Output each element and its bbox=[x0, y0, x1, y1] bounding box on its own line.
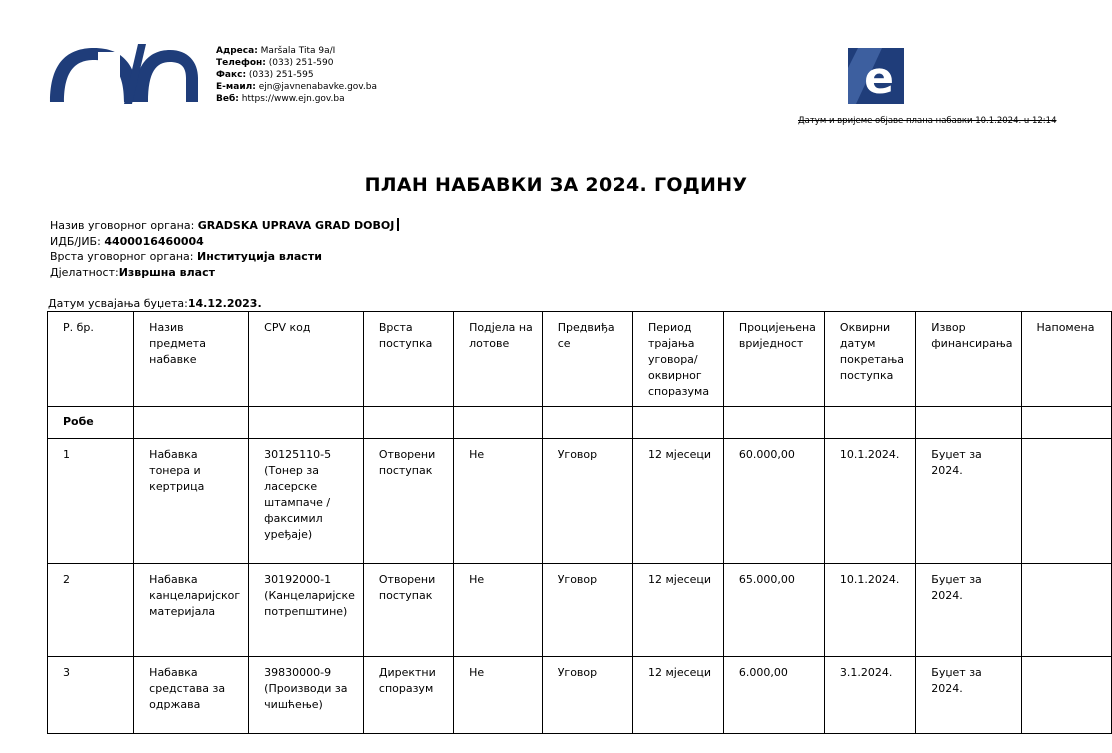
cell-cpv: 30125110-5 (Тонер за ласерске штампаче /факсимил уређаје) bbox=[249, 439, 364, 564]
budget-adoption-date: Датум усвајања буџета:14.12.2023. bbox=[48, 297, 262, 310]
cell-procedure: Директни споразум bbox=[363, 657, 453, 734]
table-header-row bbox=[48, 312, 1112, 407]
cell-planned: Уговор bbox=[542, 439, 632, 564]
cell-start-date: 3.1.2024. bbox=[824, 657, 915, 734]
cell-note bbox=[1021, 657, 1112, 734]
col-header-note: Напомена bbox=[1021, 312, 1112, 407]
ejn-logo-left bbox=[48, 44, 200, 108]
col-header-start-date: Оквирни датум покретања поступка bbox=[824, 312, 915, 407]
cell-duration: 12 мјесеци bbox=[632, 657, 723, 734]
cell-lots: Не bbox=[454, 439, 543, 564]
procurement-table bbox=[47, 311, 1112, 734]
cell-start-date: 10.1.2024. bbox=[824, 564, 915, 657]
cell-cpv: 39830000-9 (Производи за чишћење) bbox=[249, 657, 364, 734]
authority-type-row: Врста уговорног органа: Институција власти bbox=[50, 250, 322, 263]
authority-name-row: Назив уговорног органа: GRADSKA UPRAVA GRAD DOBOJ bbox=[50, 218, 399, 234]
col-header-value: Процијењена вриједност bbox=[723, 312, 824, 407]
cell-lots: Не bbox=[454, 657, 543, 734]
col-header-cpv: CPV код bbox=[249, 312, 364, 407]
col-header-funding: Извор финансирања bbox=[916, 312, 1021, 407]
cell-subject: Набавка канцеларијског материјала bbox=[134, 564, 249, 657]
col-header-planned: Предвиђа се bbox=[542, 312, 632, 407]
col-header-number: Р. бр. bbox=[48, 312, 134, 407]
contact-block: Адреса: Maršala Tita 9a/I Телефон: (033) 251-590 Факс: (033) 251-595 Е-маил: ejn@javnenabavke.gov.ba Веб: https://www.ejn.gov.ba bbox=[216, 46, 378, 104]
svg-text:e: e bbox=[864, 53, 894, 104]
cell-planned: Уговор bbox=[542, 564, 632, 657]
section-row bbox=[48, 407, 1112, 439]
col-header-subject: Назив предмета набавке bbox=[134, 312, 249, 407]
cell-value: 60.000,00 bbox=[723, 439, 824, 564]
table-row bbox=[48, 564, 1112, 657]
cell-start-date: 10.1.2024. bbox=[824, 439, 915, 564]
cell-procedure: Отворени поступак bbox=[363, 564, 453, 657]
cell-note bbox=[1021, 439, 1112, 564]
publication-date-note: Датум и вријеме објаве плана набавки 10.1.2024. u 12:14 bbox=[798, 116, 1057, 126]
cell-value: 6.000,00 bbox=[723, 657, 824, 734]
cell-number: 3 bbox=[48, 657, 134, 734]
cell-funding: Буџет за 2024. bbox=[916, 657, 1021, 734]
text-cursor bbox=[397, 218, 399, 231]
cell-cpv: 30192000-1 (Канцеларијске потрепштине) bbox=[249, 564, 364, 657]
cell-planned: Уговор bbox=[542, 657, 632, 734]
col-header-duration: Период трајања уговора/оквирног споразума bbox=[632, 312, 723, 407]
cell-funding: Буџет за 2024. bbox=[916, 564, 1021, 657]
cell-procedure: Отворени поступак bbox=[363, 439, 453, 564]
authority-activity-row: Дјелатност:Извршна власт bbox=[50, 265, 215, 279]
cell-value: 65.000,00 bbox=[723, 564, 824, 657]
section-label: Робе bbox=[48, 407, 134, 439]
authority-info bbox=[50, 218, 399, 280]
authority-id-row: ИДБ/ЈИБ: 4400016460004 bbox=[50, 234, 204, 248]
col-header-lots: Подјела на лотове bbox=[454, 312, 543, 407]
cell-subject: Набавка тонера и кертрица bbox=[134, 439, 249, 564]
cell-subject: Набавка средстава за одржава bbox=[134, 657, 249, 734]
page-title: ПЛАН НАБАВКИ ЗА 2024. ГОДИНУ bbox=[364, 174, 748, 196]
ejn-logo-right bbox=[848, 48, 904, 108]
cell-number: 2 bbox=[48, 564, 134, 657]
cell-funding: Буџет за 2024. bbox=[916, 439, 1021, 564]
table-row bbox=[48, 657, 1112, 734]
col-header-procedure: Врста поступка bbox=[363, 312, 453, 407]
table-row bbox=[48, 439, 1112, 564]
cell-duration: 12 мјесеци bbox=[632, 564, 723, 657]
cell-duration: 12 мјесеци bbox=[632, 439, 723, 564]
cell-note bbox=[1021, 564, 1112, 657]
cell-lots: Не bbox=[454, 564, 543, 657]
cell-number: 1 bbox=[48, 439, 134, 564]
